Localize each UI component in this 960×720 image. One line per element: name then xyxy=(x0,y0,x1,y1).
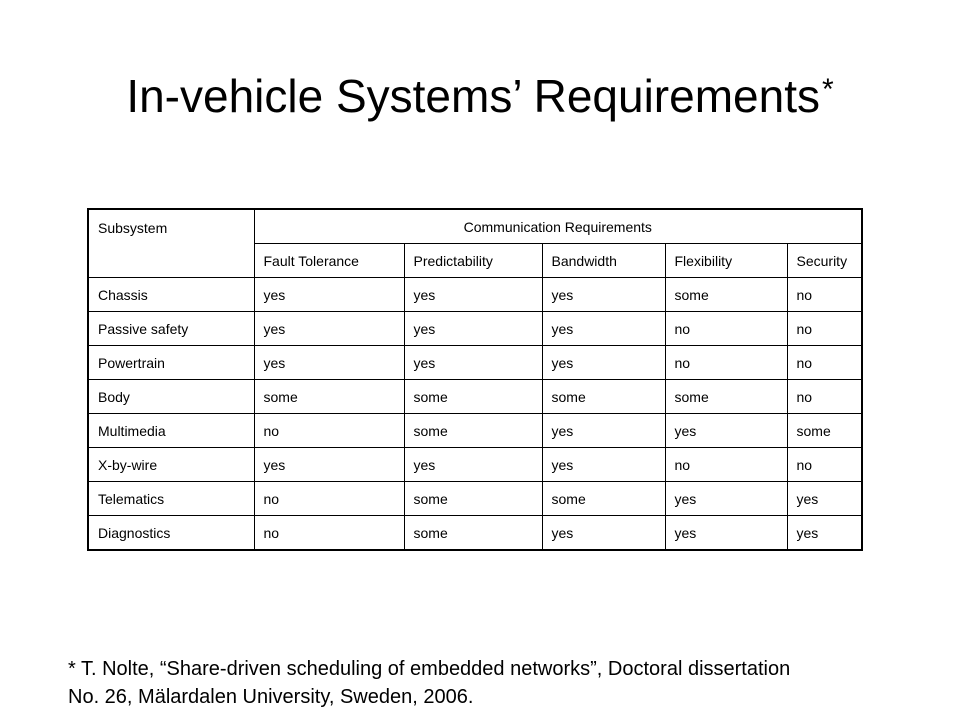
requirement-cell: yes xyxy=(254,278,404,312)
header-row-group xyxy=(88,209,862,244)
subsystem-name-cell: Diagnostics xyxy=(88,516,254,551)
requirement-cell: some xyxy=(787,414,862,448)
table-row xyxy=(88,380,862,414)
column-header-flexibility: Flexibility xyxy=(665,244,787,278)
requirement-cell: yes xyxy=(542,448,665,482)
requirement-cell: yes xyxy=(787,482,862,516)
requirement-cell: yes xyxy=(665,482,787,516)
requirement-cell: some xyxy=(404,380,542,414)
requirement-cell: yes xyxy=(542,516,665,551)
requirement-cell: yes xyxy=(665,516,787,551)
requirement-cell: no xyxy=(254,414,404,448)
subsystem-name-cell: X-by-wire xyxy=(88,448,254,482)
footnote-marker: * xyxy=(821,73,834,106)
requirement-cell: no xyxy=(787,312,862,346)
requirement-cell: some xyxy=(665,278,787,312)
requirement-cell: yes xyxy=(787,516,862,551)
subsystem-header: Subsystem xyxy=(88,209,254,278)
requirement-cell: yes xyxy=(254,312,404,346)
communication-requirements-header: Communication Requirements xyxy=(254,209,862,244)
requirement-cell: no xyxy=(787,448,862,482)
requirement-cell: yes xyxy=(404,278,542,312)
table-row xyxy=(88,346,862,380)
column-header-fault-tolerance: Fault Tolerance xyxy=(254,244,404,278)
requirement-cell: yes xyxy=(542,414,665,448)
requirement-cell: yes xyxy=(404,448,542,482)
footnote-line-1: * T. Nolte, “Share-driven scheduling of embedded networks”, Doctoral dissertation xyxy=(68,658,791,680)
column-header-bandwidth: Bandwidth xyxy=(542,244,665,278)
requirement-cell: some xyxy=(404,516,542,551)
requirement-cell: yes xyxy=(542,312,665,346)
footnote-line-2: No. 26, Mälardalen University, Sweden, 2006. xyxy=(68,686,474,708)
requirement-cell: yes xyxy=(542,278,665,312)
footnote xyxy=(68,655,888,711)
requirement-cell: no xyxy=(665,448,787,482)
requirement-cell: yes xyxy=(404,312,542,346)
table-row xyxy=(88,482,862,516)
requirement-cell: no xyxy=(787,278,862,312)
subsystem-name-cell: Telematics xyxy=(88,482,254,516)
subsystem-name-cell: Body xyxy=(88,380,254,414)
table-row xyxy=(88,414,862,448)
subsystem-name-cell: Powertrain xyxy=(88,346,254,380)
requirement-cell: some xyxy=(404,414,542,448)
column-header-security: Security xyxy=(787,244,862,278)
requirement-cell: no xyxy=(665,346,787,380)
requirement-cell: no xyxy=(787,346,862,380)
subsystem-name-cell: Multimedia xyxy=(88,414,254,448)
requirement-cell: no xyxy=(665,312,787,346)
subsystem-name-cell: Chassis xyxy=(88,278,254,312)
table-row xyxy=(88,278,862,312)
requirement-cell: no xyxy=(254,516,404,551)
subsystem-name-cell: Passive safety xyxy=(88,312,254,346)
requirement-cell: yes xyxy=(404,346,542,380)
requirement-cell: yes xyxy=(254,448,404,482)
requirement-cell: some xyxy=(665,380,787,414)
requirement-cell: some xyxy=(542,380,665,414)
requirement-cell: yes xyxy=(254,346,404,380)
table-row xyxy=(88,448,862,482)
requirement-cell: yes xyxy=(665,414,787,448)
table-row xyxy=(88,516,862,551)
table-row xyxy=(88,312,862,346)
requirement-cell: yes xyxy=(542,346,665,380)
slide-title-text: In-vehicle Systems’ Requirements xyxy=(126,70,820,122)
requirements-table xyxy=(87,208,863,551)
requirement-cell: some xyxy=(404,482,542,516)
requirement-cell: no xyxy=(787,380,862,414)
requirement-cell: some xyxy=(542,482,665,516)
column-header-predictability: Predictability xyxy=(404,244,542,278)
requirement-cell: some xyxy=(254,380,404,414)
slide-title xyxy=(0,60,960,132)
requirement-cell: no xyxy=(254,482,404,516)
